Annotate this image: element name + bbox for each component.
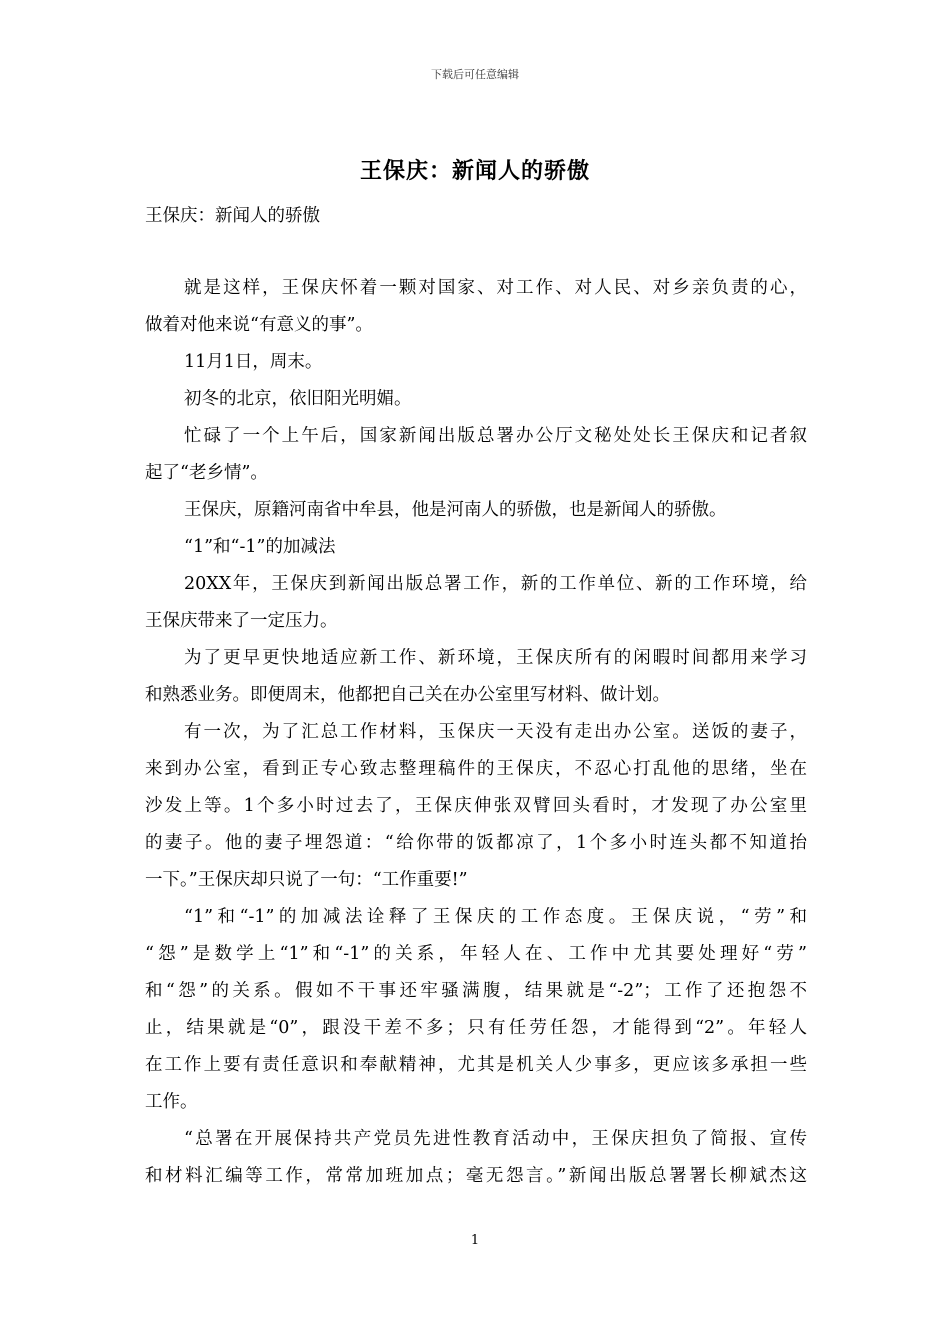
paragraph-line: “1”和“-1”的加减法诠释了王保庆的工作态度。王保庆说，“劳”和	[184, 907, 807, 927]
paragraph-line: 和熟悉业务。即便周末，他都把自己关在办公室里写材料、做计划。	[145, 685, 670, 705]
paragraph-line: 为了更早更快地适应新工作、新环境，王保庆所有的闲暇时间都用来学习	[184, 648, 807, 668]
paragraph-line: 工作。	[145, 1092, 198, 1112]
paragraph-line: 20XX年，王保庆到新闻出版总署工作，新的工作单位、新的工作环境，给	[184, 574, 807, 594]
paragraph-line: 沙发上等。1个多小时过去了，王保庆伸张双臂回头看时，才发现了办公室里	[145, 796, 807, 816]
paragraph-line: 王保庆带来了一定压力。	[145, 611, 338, 631]
paragraph-line: 一下。”王保庆却只说了一句：“工作重要!”	[145, 870, 468, 890]
page-number: 1	[470, 1233, 480, 1248]
paragraph-line: 初冬的北京，依旧阳光明媚。	[184, 389, 412, 409]
document-body	[145, 198, 807, 1195]
paragraph-line: 11月1日，周末。	[184, 352, 323, 372]
paragraph-line: “怨”是数学上“1”和“-1”的关系，年轻人在、工作中尤其要处理好“劳”	[145, 944, 807, 964]
document-title: 王保庆：新闻人的骄傲	[359, 159, 590, 184]
paragraph-line: 和材料汇编等工作，常常加班加点；毫无怨言。”新闻出版总署署长柳斌杰这	[145, 1166, 807, 1186]
paragraph-line: 做着对他来说“有意义的事”。	[145, 315, 373, 335]
subtitle-line: 王保庆：新闻人的骄傲	[145, 206, 320, 226]
paragraph-line: 止，结果就是“0”，跟没干差不多；只有任劳任怨，才能得到“2”。年轻人	[145, 1018, 807, 1038]
paragraph-line: 就是这样，王保庆怀着一颗对国家、对工作、对人民、对乡亲负责的心，	[184, 278, 807, 298]
paragraph-line: 在工作上要有责任意识和奉献精神，尤其是机关人少事多，更应该多承担一些	[145, 1055, 807, 1075]
paragraph-line: 有一次，为了汇总工作材料，玉保庆一天没有走出办公室。送饭的妻子，	[184, 722, 807, 742]
blank-line	[145, 235, 807, 270]
paragraph-line: 忙碌了一个上午后，国家新闻出版总署办公厅文秘处处长王保庆和记者叙	[184, 426, 807, 446]
paragraph-line: 和“怨”的关系。假如不干事还牢骚满腹，结果就是“-2”；工作了还抱怨不	[145, 981, 807, 1001]
paragraph-line: 起了“老乡情”。	[145, 463, 268, 483]
header-note: 下载后可任意编辑	[431, 68, 519, 81]
section-heading: “1”和“-1”的加减法	[184, 537, 336, 557]
paragraph-line: 来到办公室，看到正专心致志整理稿件的王保庆，不忍心打乱他的思绪，坐在	[145, 759, 807, 779]
paragraph-line: 的妻子。他的妻子埋怨道：“给你带的饭都凉了，1个多小时连头都不知道抬	[145, 833, 807, 853]
paragraph-line: 王保庆，原籍河南省中牟县，他是河南人的骄傲，也是新闻人的骄傲。	[184, 500, 727, 520]
paragraph-line: “总署在开展保持共产党员先进性教育活动中，王保庆担负了简报、宣传	[184, 1129, 807, 1149]
